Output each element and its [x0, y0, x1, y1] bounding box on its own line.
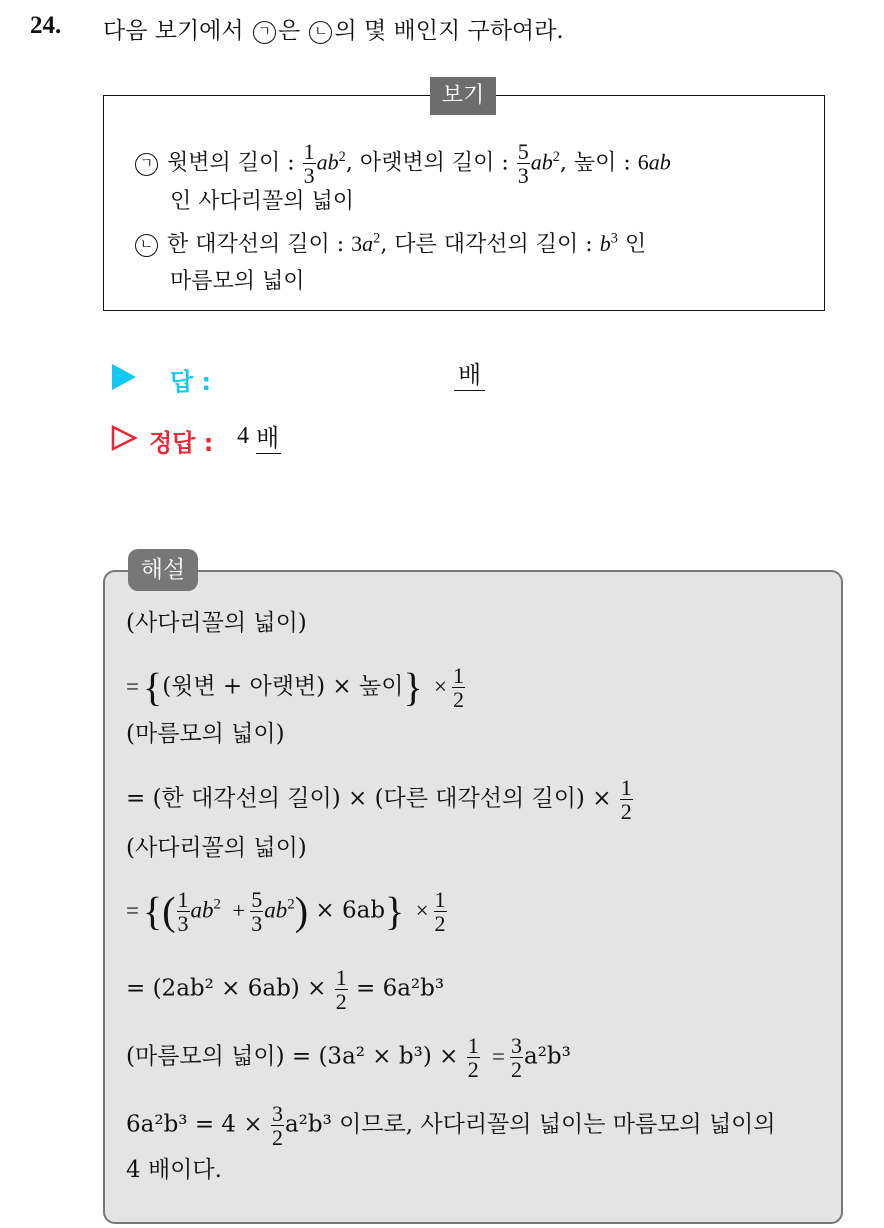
item-a-text1: 윗변의 길이 :: [167, 150, 295, 176]
solution-line-8: (마름모의 넓이) = (3a² × b³) × $\frac{1}{2}$ = $\frac{3}{2}$ a²b³: [126, 1033, 571, 1083]
question-text-after: 의 몇 배인지 구하여라.: [334, 18, 564, 44]
item-b-marker: ㄴ: [135, 234, 158, 257]
answer-label: 답 :: [170, 368, 212, 396]
solution-title: 해설: [128, 549, 198, 591]
solution-line-6: = {( $\frac{1}{3}$ $ab^2$ + $\frac{5}{3}$ $ab^2) \times 6ab$} × $\frac{1}{2}$: [126, 887, 446, 937]
example-item-b-line1: ㄴ 한 대각선의 길이 : $3a^2$, 다른 대각선의 길이 : $b^3$ 인: [133, 229, 646, 260]
correct-label: 정답 :: [149, 429, 214, 457]
answer-unit: 배: [454, 360, 485, 391]
item-a-fraction2: $\frac{5}{3}$: [517, 139, 529, 189]
item-a-fraction1: $\frac{1}{3}$: [303, 139, 315, 189]
solution-line-7: = (2ab² × 6ab) × $\frac{1}{2}$ = 6a²b³: [126, 965, 445, 1015]
example-item-a-line1: ㄱ 윗변의 길이 : $\frac{1}{3}$ $ab^2$, 아랫변의 길이 : $\frac{5}{3}$ $ab^2$, 높이 : 6ab: [133, 140, 671, 187]
example-item-b-line2: 마름모의 넓이: [170, 269, 305, 294]
correct-value: 4: [237, 423, 249, 449]
question-text-before: 다음 보기에서: [103, 18, 244, 44]
circle-b-marker: ㄴ: [309, 21, 332, 44]
answer-arrow-icon: [112, 364, 136, 390]
question-number: 24.: [30, 12, 62, 39]
item-b-text3: 인: [624, 232, 647, 257]
correct-unit: 배: [256, 424, 280, 452]
item-a-marker: ㄱ: [135, 153, 158, 176]
solution-line-4: = (한 대각선의 길이) × (다른 대각선의 길이) × $\frac{1}{2}$: [126, 775, 632, 825]
circle-a-marker: ㄱ: [253, 21, 276, 44]
solution-line-3: (마름모의 넓이): [126, 721, 285, 747]
solution-line-5: (사다리꼴의 넓이): [126, 835, 307, 861]
solution-line-10: 4 배이다.: [126, 1157, 222, 1183]
solution-line-9: 6a²b³ = 4 × $\frac{3}{2}$ a²b³ 이므로, 사다리꼴의 넓이는 마름모의 넓이의: [126, 1101, 776, 1151]
item-a-text3: , 높이 :: [559, 150, 631, 176]
item-b-text2: , 다른 대각선의 길이 :: [380, 232, 593, 257]
example-box-title: 보기: [430, 77, 496, 115]
example-item-a-line2: 인 사다리꼴의 넓이: [170, 189, 355, 214]
question-text-mid: 은: [277, 18, 301, 44]
correct-arrow-icon: [110, 424, 138, 452]
question-text: [103, 12, 564, 45]
solution-line-2: = {(윗변 + 아랫변) × 높이} × $\frac{1}{2}$: [126, 663, 464, 713]
item-a-text2: , 아랫변의 길이 :: [345, 150, 509, 176]
item-b-text1: 한 대각선의 길이 :: [167, 232, 345, 257]
solution-line-1: (사다리꼴의 넓이): [126, 610, 307, 636]
